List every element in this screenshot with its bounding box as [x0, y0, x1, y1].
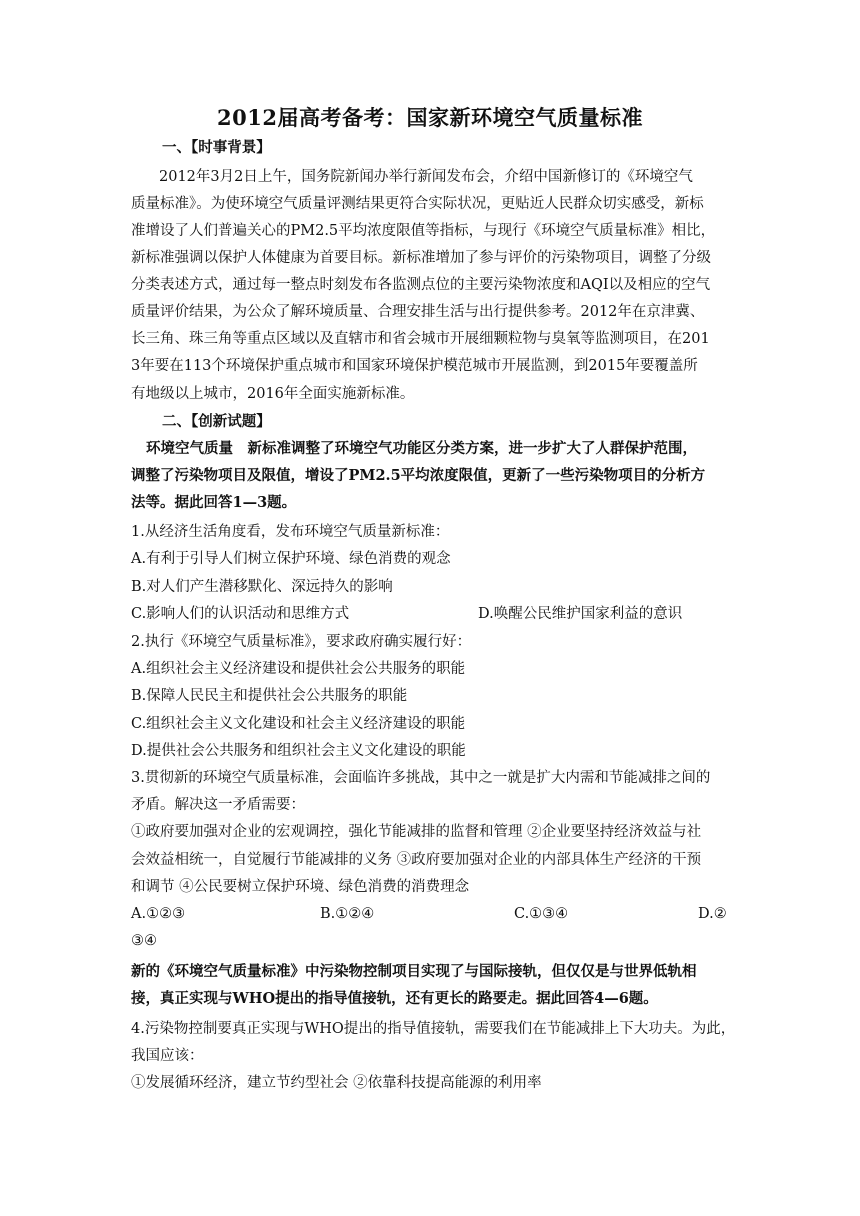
background-paragraph-line: 准增设了人们普遍关心的PM2.5平均浓度限值等指标，与现行《环境空气质量标准》相比，	[131, 223, 716, 239]
question-3-stem-line: ①政府要加强对企业的宏观调控，强化节能减排的监督和管理 ②企业要坚持经济效益与社	[131, 824, 702, 840]
question-1-option-d: D.唤醒公民维护国家利益的意识	[478, 606, 683, 622]
question-3-option-d: D.②	[698, 906, 727, 922]
question-intro-line: 接，真正实现与WHO提出的指导值接轨，还有更长的路要走。据此回答4—6题。	[131, 990, 658, 1007]
question-3-stem-line: 和调节 ④公民要树立保护环境、绿色消费的消费理念	[131, 879, 470, 895]
question-intro-line: 环境空气质量 新标准调整了环境空气功能区分类方案，进一步扩大了人群保护范围，	[146, 440, 697, 457]
background-paragraph-line: 质量评价结果，为公众了解环境质量、合理安排生活与出行提供参考。2012年在京津冀、	[131, 304, 705, 320]
question-3-stem-line: 3.贯彻新的环境空气质量标准，会面临许多挑战，其中之一就是扩大内需和节能减排之间的	[131, 770, 711, 786]
background-paragraph-line: 2012年3月2日上午，国务院新闻办举行新闻发布会，介绍中国新修订的《环境空气	[159, 169, 693, 185]
background-paragraph-line: 质量标准》。为使环境空气质量评测结果更符合实际状况，更贴近人民群众切实感受，新标	[131, 196, 704, 212]
question-1-option-c: C.影响人们的认识活动和思维方式	[131, 606, 350, 622]
question-2-option-d: D.提供社会公共服务和组织社会主义文化建设的职能	[131, 743, 466, 759]
question-4-stem-line: 我国应该：	[131, 1048, 204, 1064]
question-intro-line: 调整了污染物项目及限值，增设了PM2.5平均浓度限值，更新了一些污染物项目的分析方	[131, 467, 706, 484]
question-intro-line: 法等。据此回答1—3题。	[131, 494, 297, 511]
background-paragraph-line: 分类表述方式，通过每一整点时刻发布各监测点位的主要污染物浓度和AQI以及相应的空气	[131, 277, 711, 293]
question-1-option-a: A.有利于引导人们树立保护环境、绿色消费的观念	[131, 551, 451, 567]
question-4-stem-line: ①发展循环经济，建立节约型社会 ②依靠科技提高能源的利用率	[131, 1075, 542, 1091]
question-3-option-c: C.①③④	[514, 906, 569, 922]
section-heading-questions: 二、【创新试题】	[162, 413, 271, 430]
question-intro-line: 新的《环境空气质量标准》中污染物控制项目实现了与国际接轨，但仅仅是与世界低轨相	[131, 963, 697, 980]
question-3-option-b: B.①②④	[320, 906, 375, 922]
question-2-stem: 2.执行《环境空气质量标准》，要求政府确实履行好：	[131, 634, 472, 650]
question-4-stem-line: 4.污染物控制要真正实现与WHO提出的指导值接轨，需要我们在节能减排上下大功夫。为此，	[131, 1021, 736, 1037]
section-heading-background: 一、【时事背景】	[162, 139, 271, 156]
page-title: 2012届高考备考：国家新环境空气质量标准	[217, 105, 643, 130]
question-3-stem-line: 矛盾。解决这一矛盾需要：	[131, 797, 305, 813]
question-3-option-a: A.①②③	[131, 906, 186, 922]
background-paragraph-line: 3年要在113个环境保护重点城市和国家环境保护模范城市开展监测，到2015年要覆盖所	[131, 358, 698, 374]
background-paragraph-line: 有地级以上城市，2016年全面实施新标准。	[131, 386, 415, 402]
question-1-stem: 1.从经济生活角度看，发布环境空气质量新标准：	[131, 524, 450, 540]
background-paragraph-line: 新标准强调以保护人体健康为首要目标。新标准增加了参与评价的污染物项目，调整了分级	[131, 250, 711, 266]
question-2-option-c: C.组织社会主义文化建设和社会主义经济建设的职能	[131, 716, 466, 732]
question-3-stem-line: 会效益相统一，自觉履行节能减排的义务 ③政府要加强对企业的内部具体生产经济的干预	[131, 852, 702, 868]
question-2-option-b: B.保障人民民主和提供社会公共服务的职能	[131, 688, 408, 704]
question-1-option-b: B.对人们产生潜移默化、深远持久的影响	[131, 579, 393, 595]
question-3-option-d-continued: ③④	[131, 933, 157, 949]
background-paragraph-line: 长三角、珠三角等重点区域以及直辖市和省会城市开展细颗粒物与臭氧等监测项目，在201	[131, 331, 710, 347]
question-2-option-a: A.组织社会主义经济建设和提供社会公共服务的职能	[131, 661, 466, 677]
